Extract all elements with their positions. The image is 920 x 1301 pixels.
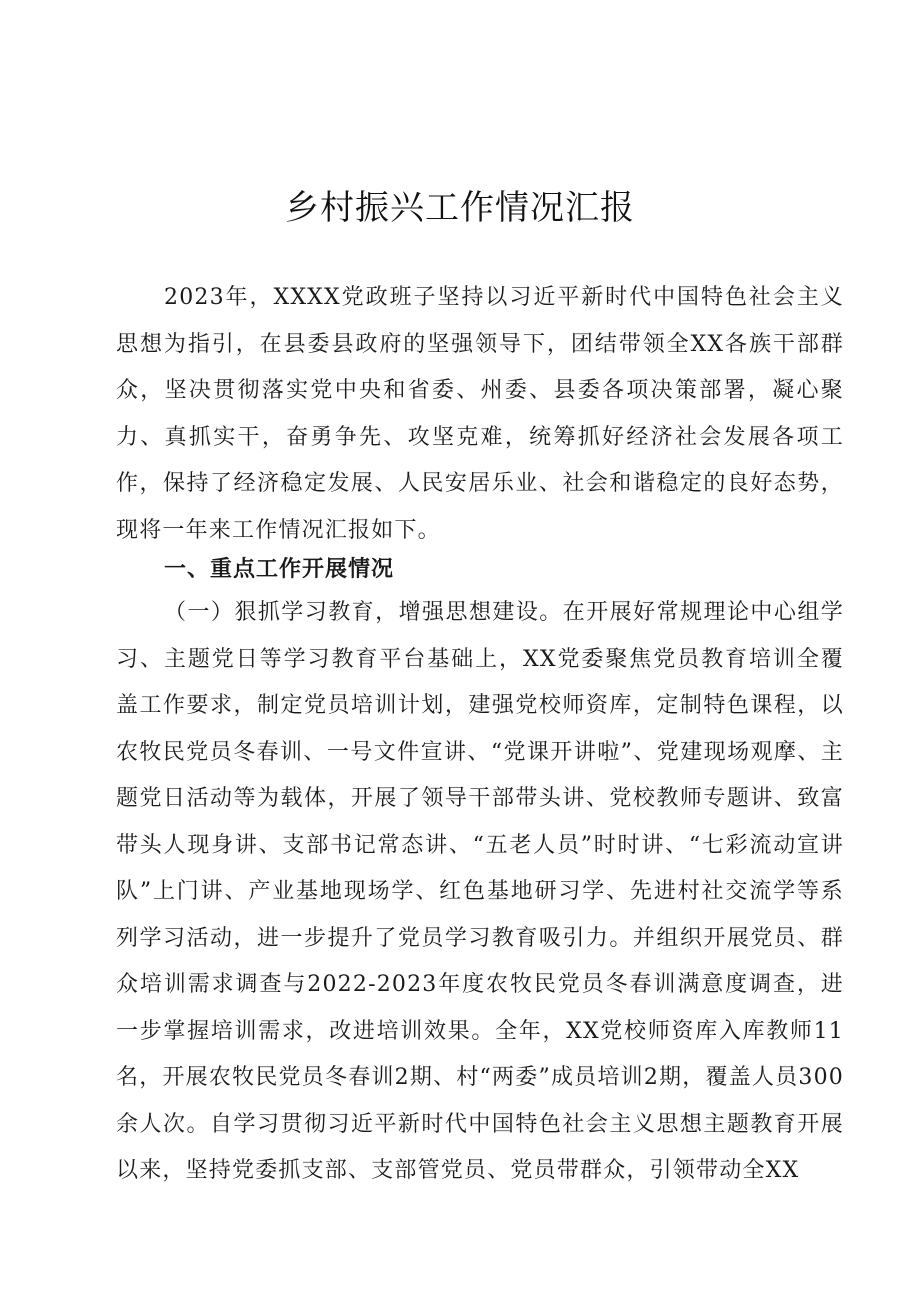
section-paragraph: （一）狠抓学习教育，增强思想建设。在开展好常规理论中心组学习、主题党日等学习教育平台基础上，XX党委聚焦党员教育培训全覆盖工作要求，制定党员培训计划，建强党校师资库，定制特色课程，以农牧民党员冬春训、一号文件宣讲、“党课开讲啦”、党建现场观摩、主题党日活动等为载体，开展了领导干部带头讲、党校教师专题讲、致富带头人现身讲、支部书记常态讲、“五老人员”时时讲、“七彩流动宣讲队”上门讲、产业基地现场学、红色基地研习学、先进村社交流学等系列学习活动，进一步提升了党员学习教育吸引力。并组织开展党员、群众培训需求调查与2022-2023年度农牧民党员冬春训满意度调查，进一步掌握培训需求，改进培训效果。全年，XX党校师资库入库教师11名，开展农牧民党员冬春训2期、村“两委”成员培训2期，覆盖人员300余人次。自学习贯彻习近平新时代中国特色社会主义思想主题教育开展以来，坚持党委抓支部、支部管党员、党员带群众，引领带动全XX	[116, 600, 844, 1183]
intro-paragraph: 2023年，XXXX党政班子坚持以习近平新时代中国特色社会主义思想为指引，在县委县政府的坚强领导下，团结带领全XX各族干部群众，坚决贯彻落实党中央和省委、州委、县委各项决策部署，凝心聚力、真抓实干，奋勇争先、攻坚克难，统筹抓好经济社会发展各项工作，保持了经济稳定发展、人民安居乐业、社会和谐稳定的良好态势，现将一年来工作情况汇报如下。	[116, 285, 844, 543]
section-heading: 一、重点工作开展情况	[164, 557, 395, 582]
document-title: 乡村振兴工作情况汇报	[285, 188, 635, 228]
